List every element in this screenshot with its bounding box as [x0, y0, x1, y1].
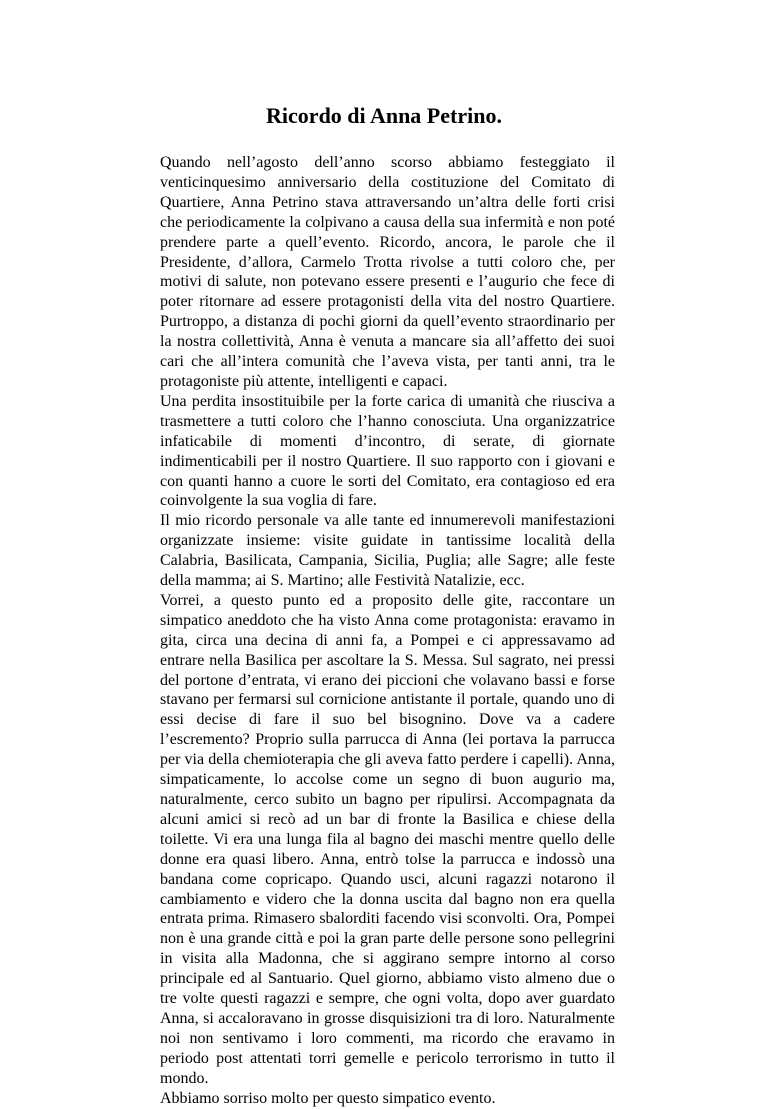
document-title: Ricordo di Anna Petrino. — [266, 103, 502, 128]
paragraph-memories: Il mio ricordo personale va alle tante ed innumerevoli manifestazioni organizzate insieme: visite guidate in tantissime località della Calabria, Basilicata, Campania, Sicilia, Puglia; alle Sagre; alle feste della mamma; ai S. Martino; alle Festività Natalizie, ecc. — [160, 512, 615, 590]
paragraph-anniversary: Quando nell’agosto dell’anno scorso abbiamo festeggiato il venticinquesimo anniversario della costituzione del Comitato di Quartiere, Anna Petrino stava attraversando un’altra delle forti crisi che periodicamente la colpivano a causa della sua infermità e non poté prendere parte a quell’evento. Ricordo, ancora, le parole che il Presidente, d’allora, Carmelo Trotta rivolse a tutti coloro che, per motivi di salute, non potevano essere presenti e l’augurio che fece di poter ritornare ad essere protagonisti della vita del nostro Quartiere. Purtroppo, a distanza di pochi giorni da quell’evento straordinario per la nostra collettività, Anna è venuta a mancare sia all’affetto dei suoi cari che all’intera comunità che l’aveva vista, per tanti anni, tra le protagoniste più attente, intelligenti e capaci. — [160, 154, 615, 390]
paragraph-loss: Una perdita insostituibile per la forte carica di umanità che riusciva a trasmettere a tutti coloro che l’hanno conosciuta. Una organizzatrice infaticabile di momenti d’incontro, di serate, di giornate indimenticabili per il nostro Quartiere. Il suo rapporto con i giovani e con quanti hanno a cuore le sorti del Comitato, era contagioso ed era coinvolgente la sua voglia di fare. — [160, 392, 615, 510]
document-body — [160, 153, 615, 1109]
paragraph-anecdote: Vorrei, a questo punto ed a proposito delle gite, raccontare un simpatico aneddoto che ha visto Anna come protagonista: eravamo in gita, circa una decina di anni fa, a Pompei e ci appressavamo ad entrare nella Basilica per ascoltare la S. Messa. Sul sagrato, nei pressi del portone d’entrata, vi erano dei piccioni che volavano bassi e forse stavano per fermarsi sul cornicione antistante il portale, quando uno di essi decise di fare il suo bel bisognino. Dove va a cadere l’escremento? Proprio sulla parrucca di Anna (lei portava la parrucca per via della chemioterapia che gli aveva fatto perdere i capelli). Anna, simpaticamente, lo accolse come un segno di buon augurio ma, naturalmente, cerco subito un bagno per ripulirsi. Accompagnata da alcuni amici si recò ad un bar di fronte la Basilica e chiese della toilette. Vi era una lunga fila al bagno dei maschi mentre quello delle donne era quasi libero. Anna, entrò tolse la parrucca e indossò una bandana come copricapo. Quando usci, alcuni ragazzi notarono il cambiamento e videro che la donna uscita dal bagno non era quella entrata prima. Rimasero sbalorditi facendo visi sconvolti. Ora, Pompei non è una grande città e poi la gran parte delle persone sono pellegrini in visita alla Madonna, che si aggirano sempre intorno al corso principale ed al Santuario. Quel giorno, abbiamo visto almeno due o tre volte questi ragazzi e sempre, che ogni volta, dopo aver guardato Anna, si accaloravano in grosse disquisizioni tra di loro. Naturalmente noi non sentivamo i loro commenti, ma ricordo che eravamo in periodo post attentati torri gemelle e pericolo terrorismo in tutto il mondo. — [160, 591, 615, 1087]
paragraph-closing: Abbiamo sorriso molto per questo simpatico evento. — [160, 1089, 496, 1107]
